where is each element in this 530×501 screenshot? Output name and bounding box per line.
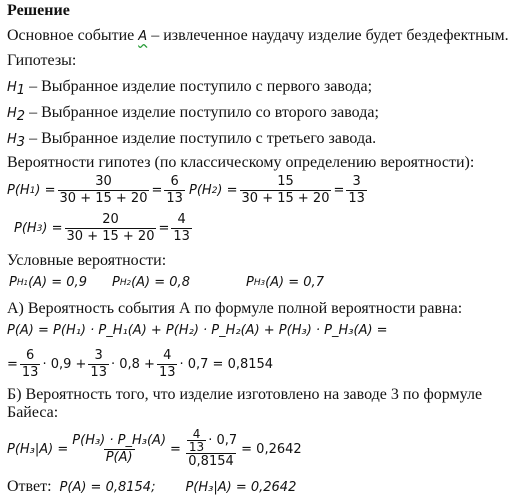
answer-b: P(H₃|A) = 0,2642 <box>185 480 297 495</box>
calc-fraction-1 <box>20 348 41 381</box>
cond-arg: (A) = 0,7 <box>265 275 324 290</box>
hypothesis-text: – Выбранное изделие поступило со второго завода; <box>25 104 379 121</box>
cond-p: P <box>112 275 120 290</box>
fraction-numerator: 3 <box>352 174 361 189</box>
cond-sub: H <box>16 277 24 288</box>
cond-subidx: 3 <box>260 278 266 287</box>
fraction-denominator: P(A) <box>105 449 133 465</box>
event-symbol: A <box>138 29 148 44</box>
fraction-numerator: 3 <box>94 348 103 363</box>
bayes-value-fraction <box>183 428 239 470</box>
hypothesis-2 <box>7 104 379 126</box>
equals-sign: = <box>333 183 345 198</box>
p-h1-result <box>164 174 185 207</box>
hypothesis-index: 2 <box>16 109 26 124</box>
hypotheses-label: Гипотезы: <box>7 52 77 69</box>
p-h1-fraction <box>58 174 150 207</box>
calc-term-2: · 0,8 + <box>110 357 155 372</box>
fraction-denominator: 13 <box>90 365 107 380</box>
fraction-numerator: 4 <box>163 348 172 363</box>
fraction-denominator: 13 <box>348 191 365 206</box>
main-event-text: извлеченное наудачу изделие будет бездефектным. <box>163 27 509 44</box>
p-h1-formula <box>7 174 187 207</box>
p-h2-lhs: P(H <box>189 183 212 198</box>
event-dash: – <box>147 27 164 44</box>
part-a-formula <box>7 323 388 338</box>
calc-term-1: · 0,9 + <box>42 357 87 372</box>
hypothesis-index: 3 <box>16 135 26 150</box>
p-h2-result <box>346 174 367 207</box>
fraction-numerator: P(H₃) · P_H₃(A) <box>72 432 167 448</box>
part-b-line1: Б) Вероятность того, что изделие изготовлено на заводе 3 по формуле <box>7 386 483 403</box>
bayes-formula <box>7 428 302 470</box>
cond-subidx: 1 <box>23 278 29 287</box>
p-h3-lhs: P(H <box>14 221 37 236</box>
part-a-label: А) Вероятность события А по формуле полной вероятности равна: <box>7 300 463 317</box>
bayes-result: = 0,2642 <box>241 441 302 457</box>
cond-p: P <box>9 275 17 290</box>
answer-line <box>7 478 296 497</box>
fraction-numerator: 30 <box>95 174 112 189</box>
p-h1-rhs: ) = <box>35 183 56 198</box>
cond-label: Условные вероятности: <box>7 252 167 269</box>
part-a-calc <box>7 348 273 381</box>
cond-prob-1 <box>9 275 87 290</box>
p-h1-lhs: P(H <box>7 183 30 198</box>
p-h3-result <box>171 212 192 245</box>
p-h3-formula <box>14 212 194 245</box>
fraction-denominator: 13 <box>173 229 190 244</box>
equals-sign: = <box>7 357 18 372</box>
calc-fraction-2 <box>88 348 109 381</box>
bayes-fraction <box>70 433 168 466</box>
inner-fraction <box>187 428 206 453</box>
equals-sign: = <box>151 183 163 198</box>
part-b-line2: Байеса: <box>7 404 59 421</box>
cond-prob-2 <box>112 275 190 290</box>
solution-heading: Решение <box>7 2 70 19</box>
p-h2-fraction <box>240 174 332 207</box>
fraction-numerator: 4 <box>192 427 201 441</box>
fraction-denominator: 13 <box>166 191 183 206</box>
cond-prob-3 <box>246 275 324 290</box>
hypothesis-symbol: H <box>7 106 17 121</box>
hypothesis-text: – Выбранное изделие поступило с третьего завода. <box>25 130 377 147</box>
p-h3-idx: 3 <box>36 223 43 234</box>
equals-sign: = <box>170 441 181 457</box>
inner-multiplier: · 0,7 <box>208 432 238 448</box>
cond-arg: (A) = 0,9 <box>28 275 87 290</box>
fraction-denominator: 30 + 15 + 20 <box>241 191 330 206</box>
cond-sub: H <box>253 277 261 288</box>
fraction-numerator: 20 <box>102 212 119 227</box>
hypothesis-symbol: H <box>7 132 17 147</box>
fraction-denominator: 30 + 15 + 20 <box>66 229 155 244</box>
fraction-denominator: 0,8154 <box>188 454 234 469</box>
cond-p: P <box>246 275 254 290</box>
answer-label: Ответ: <box>7 478 52 495</box>
fraction-numerator: 6 <box>170 174 179 189</box>
fraction-denominator: 30 + 15 + 20 <box>59 191 148 206</box>
hypothesis-1 <box>7 78 372 100</box>
p-h2-idx: 2 <box>211 185 218 196</box>
bayes-value-numerator <box>183 428 239 453</box>
calc-term-3: · 0,7 = 0,8154 <box>179 357 274 372</box>
p-h2-rhs: ) = <box>217 183 238 198</box>
equals-sign: = <box>158 221 170 236</box>
fraction-denominator: 13 <box>21 365 39 380</box>
cond-subidx: 2 <box>126 278 132 287</box>
hypothesis-symbol: H <box>7 80 17 95</box>
answer-a: P(A) = 0,8154; <box>59 480 156 495</box>
hypothesis-index: 1 <box>16 83 26 98</box>
main-event-prefix: Основное событие <box>7 27 139 44</box>
calc-fraction-3 <box>157 348 178 381</box>
cond-arg: (A) = 0,8 <box>131 275 190 290</box>
p-h3-fraction <box>65 212 157 245</box>
p-h2-formula <box>189 174 369 207</box>
hypothesis-text: – Выбранное изделие поступило с первого завода; <box>25 78 373 95</box>
fraction-denominator: 13 <box>158 365 176 380</box>
hypothesis-3 <box>7 130 376 152</box>
fraction-numerator: 15 <box>277 174 294 189</box>
prob-hyp-label: Вероятности гипотез (по классическому определению вероятности): <box>7 154 475 171</box>
p-h3-rhs: ) = <box>42 221 63 236</box>
fraction-numerator: 4 <box>177 212 186 227</box>
p-h1-idx: 1 <box>29 185 36 196</box>
main-event-line <box>7 27 509 46</box>
part-a-formula-text: P(A) = P(H₁) · P_H₁(A) + P(H₂) · P_H₂(A) + P(H₃) · P_H₃(A) = <box>7 323 388 338</box>
cond-sub: H <box>119 277 127 288</box>
bayes-lhs: P(H₃|A) = <box>7 441 69 457</box>
fraction-denominator: 13 <box>188 440 205 454</box>
fraction-numerator: 6 <box>26 348 35 363</box>
